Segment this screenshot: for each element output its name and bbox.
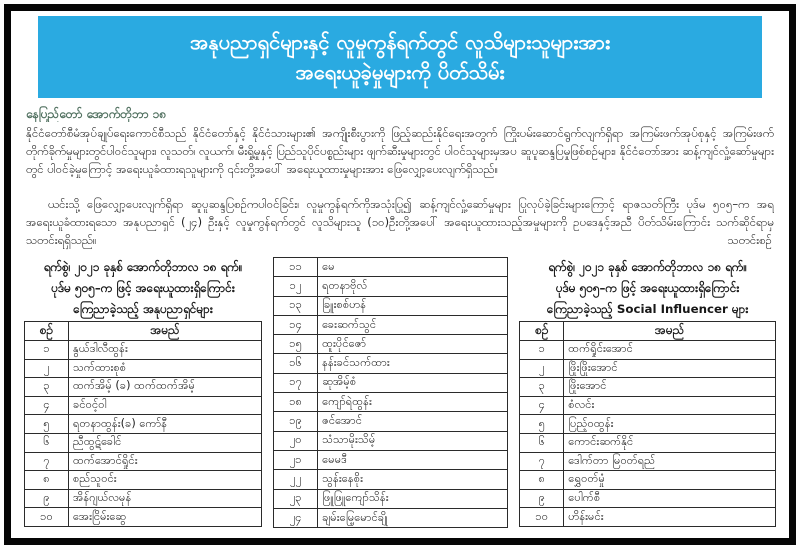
- table-row: [274, 450, 508, 469]
- caption-line: ပုဒ်မ ၅၀၅–က ဖြင့် အရေးယူထားရှိကြောင်း: [555, 281, 740, 295]
- row-name: ဇင်အောင်: [318, 412, 508, 431]
- artists-table-caption: [24, 257, 262, 321]
- table-row: [274, 508, 508, 527]
- table-row: [25, 378, 262, 397]
- table-row: [274, 431, 508, 450]
- row-name: ထက်ရှိုင်းအောင်: [564, 341, 776, 360]
- table-header-row: [520, 322, 776, 341]
- row-serial: ၁၇: [274, 373, 318, 392]
- artists-continued-column: [273, 257, 508, 528]
- caption-line: ရက်စွဲ၊ ၂၀၂၁ ခုနှစ် အောက်တိုဘာလ ၁၈ ရက်။: [548, 260, 748, 274]
- row-serial: ၂၃: [274, 489, 318, 508]
- row-name: ဖြူဖြူကျော်သိန်း: [318, 489, 508, 508]
- row-serial: ၆: [25, 433, 69, 452]
- table-row: [25, 359, 262, 378]
- artists-table: [24, 321, 262, 527]
- row-name: သံသာမိုးသိမ့်: [318, 431, 508, 450]
- row-name: နန်းခင်သက်ထား: [318, 354, 508, 373]
- row-serial: ၉: [25, 489, 69, 508]
- row-serial: ၂: [520, 359, 564, 378]
- table-row: [520, 508, 776, 527]
- row-name: ကောင်းဆက်နိုင်: [564, 433, 776, 452]
- influencers-table-caption: [519, 257, 776, 321]
- row-name: ချမ်းမြေ့မောင်ချို: [318, 508, 508, 527]
- row-name: ညီထွဋ်ခေါင်: [69, 433, 262, 452]
- row-name: ဖြိုးအောင်: [564, 378, 776, 397]
- table-row: [274, 315, 508, 334]
- byline: သတင်းစဉ်: [720, 233, 772, 250]
- row-serial: ၇: [25, 452, 69, 471]
- influencers-column: [519, 257, 776, 527]
- tables-section: [24, 257, 776, 528]
- headline-banner: [38, 16, 762, 98]
- influencers-table: [519, 321, 776, 527]
- row-serial: ၄: [25, 396, 69, 415]
- row-name: မေ: [318, 258, 508, 277]
- body-paragraph-2: ယင်းသို့ ဖြေလျှော့ပေးလျက်ရှိရာ ဆူပူဆန္ဒပြစဉ်ကပါဝင်ခြင်း၊ လူမှုကွန်ရက်ကိုအသုံးပြု၍ ဆန့်ကျင်လှုံ့ဆော်မှုများ ပြုလုပ်ခဲ့ခြင်းများကြောင့် ရာဇသတ်ကြီး ပုဒ်မ ၅၀၅–က အရ အရေးယူခံထားရသော အနုပညာရှင် (၂၄) ဦးနှင့် လူမှုကွန်ရက်တွင် လူသိများသူ (၁၀)ဦးတို့အပေါ် အရေးယူထားသည့်အမှုများကို ဥပဒေနှင့်အညီ ပိတ်သိမ်းကြောင်း သက်ဆိုင်ရာမှ သတင်းရရှိသည်။: [26, 197, 774, 247]
- row-name: ထူးပိုင်ဇော်: [318, 335, 508, 354]
- table-row: [520, 341, 776, 360]
- row-serial: ၆: [520, 433, 564, 452]
- row-serial: ၄: [520, 396, 564, 415]
- body-paragraph-1: နိုင်ငံတော်စီမံအုပ်ချုပ်ရေးကောင်စီသည် နိုင်ငံတော်နှင့် နိုင်ငံသားများ၏ အကျိုးစီးပွားကို ဖြည့်ဆည်းနိုင်ရေးအတွက် ကြိုးပမ်းဆောင်ရွက်လျက်ရှိရာ အကြမ်းဖက်အုပ်စုနှင့် အကြမ်းဖက်တိုက်ခိုက်မှုများတွင်ပါဝင်သူများ၊ လူသတ်၊ လူယက်၊ မီးရှို့မှုနှင့် ပြည်သူပိုင်ပစ္စည်းများ ဖျက်ဆီးမှုများတွင် ပါဝင်သူများမှအပ ဆူပူဆန္ဒပြမှုဖြစ်စဉ်များ၊ နိုင်ငံတော်အား ဆန့်ကျင်လှုံ့ဆော်မှုများတွင် ပါဝင်ခဲ့မှုကြောင့် အရေးယူခံထားရသူများကို ၎င်းတို့အပေါ် အရေးယူထားမှုများအား ဖြေလျှော့ပေးလျက်ရှိသည်။: [26, 126, 774, 176]
- table-row: [274, 412, 508, 431]
- row-serial: ၉: [520, 489, 564, 508]
- table-row: [274, 335, 508, 354]
- row-serial: ၁: [25, 341, 69, 360]
- row-serial: ၁၄: [274, 315, 318, 334]
- row-name: နွယ်ဒါလီထွန်း: [69, 341, 262, 360]
- row-name: ထက်အိမ့် (ခ) ထက်ထက်အိမ့်: [69, 378, 262, 397]
- row-serial: ၈: [520, 471, 564, 490]
- headline-line2: အရေးယူခဲ့မှုများကို ပိတ်သိမ်း: [295, 60, 505, 84]
- row-serial: ၂၂: [274, 470, 318, 489]
- table-row: [25, 415, 262, 434]
- caption-line: ရက်စွဲ၊ ၂၀၂၁ ခုနှစ် အောက်တိုဘာလ ၁၈ ရက်။: [43, 260, 243, 274]
- col-header-serial: စဉ်: [25, 322, 69, 341]
- table-row: [520, 489, 776, 508]
- row-serial: ၁: [520, 341, 564, 360]
- table-row: [25, 471, 262, 490]
- document-frame: [4, 4, 796, 545]
- table-row: [25, 508, 262, 527]
- table-row: [520, 415, 776, 434]
- table-row: [520, 396, 776, 415]
- table-row: [274, 354, 508, 373]
- row-name: ရွှေဝတ်မှုံ: [564, 471, 776, 490]
- row-serial: ၇: [520, 452, 564, 471]
- table-row: [274, 258, 508, 277]
- table-row: [25, 452, 262, 471]
- col-header-serial: စဉ်: [520, 322, 564, 341]
- row-name: ပေါက်စီ: [564, 489, 776, 508]
- caption-line: ပုဒ်မ ၅၀၅–က ဖြင့် အရေးယူထားရှိကြောင်း: [51, 281, 235, 295]
- table-row: [274, 393, 508, 412]
- row-name: ရတနာထွန်း(ခ) ကော်နီ: [69, 415, 262, 434]
- row-name: ကျော်ရဲထွန်း: [318, 393, 508, 412]
- body-paragraph-2-wrap: [26, 196, 774, 251]
- row-serial: ၈: [25, 471, 69, 490]
- row-name: ထက်အောင်ရှိုင်း: [69, 452, 262, 471]
- table-row: [520, 378, 776, 397]
- row-serial: ၁၁: [274, 258, 318, 277]
- row-name: ဟိန်းမင်း: [564, 508, 776, 527]
- caption-line: ကြေညာခဲ့သည့် အနုပညာရှင်များ: [73, 302, 213, 316]
- table-row: [274, 489, 508, 508]
- row-name: သွန်းနေစိုး: [318, 470, 508, 489]
- row-serial: ၁၉: [274, 412, 318, 431]
- row-serial: ၁၆: [274, 354, 318, 373]
- col-header-name: အမည်: [564, 322, 776, 341]
- row-name: ခေးဆက်သွင်: [318, 315, 508, 334]
- row-name: စံလင်း: [564, 396, 776, 415]
- row-serial: ၂: [25, 359, 69, 378]
- row-name: သက်ထားစုစံ: [69, 359, 262, 378]
- row-name: ဖြိုးဖြိုးအောင်: [564, 359, 776, 378]
- row-serial: ၁၀: [520, 508, 564, 527]
- row-serial: ၁၈: [274, 393, 318, 412]
- row-name: အေးငြိမ်းဆွေ: [69, 508, 262, 527]
- table-row: [274, 277, 508, 296]
- row-serial: ၃: [25, 378, 69, 397]
- row-name: ဒေါက်တာ မြဝတ်ရည်: [564, 452, 776, 471]
- caption-line: ကြေညာခဲ့သည့် Social Influencer များ: [546, 302, 749, 316]
- table-row: [25, 396, 262, 415]
- row-serial: ၅: [520, 415, 564, 434]
- row-serial: ၂၁: [274, 450, 318, 469]
- row-serial: ၁၅: [274, 335, 318, 354]
- table-row: [25, 433, 262, 452]
- row-serial: ၁၂: [274, 277, 318, 296]
- row-serial: ၅: [25, 415, 69, 434]
- table-row: [274, 296, 508, 315]
- row-serial: ၂၀: [274, 431, 318, 450]
- row-name: ပြည့်ဝထွန်း: [564, 415, 776, 434]
- table-row: [520, 471, 776, 490]
- row-name: အိန်ဂျယ်လမုန်: [69, 489, 262, 508]
- row-serial: ၁၃: [274, 296, 318, 315]
- table-row: [520, 359, 776, 378]
- table-row: [520, 433, 776, 452]
- artists-table-continued: [273, 257, 508, 528]
- dateline: နေပြည်တော် အောက်တိုဘာ ၁၈: [26, 107, 167, 121]
- table-row: [520, 452, 776, 471]
- table-row: [25, 341, 262, 360]
- row-serial: ၃: [520, 378, 564, 397]
- row-name: စည်သူဝင်း: [69, 471, 262, 490]
- row-serial: ၂၄: [274, 508, 318, 527]
- table-row: [25, 489, 262, 508]
- headline-line1: အနုပညာရှင်များနှင့် လူမှုကွန်ရက်တွင် လူသိများသူများအား: [189, 30, 611, 54]
- row-name: မေမဒီ: [318, 450, 508, 469]
- table-row: [274, 470, 508, 489]
- table-header-row: [25, 322, 262, 341]
- row-name: ခင်ဝင့်ဝါ: [69, 396, 262, 415]
- row-name: ခြူးစစ်ဟန်: [318, 296, 508, 315]
- artists-column: [24, 257, 262, 527]
- row-name: ဆုအိမ့်စံ: [318, 373, 508, 392]
- table-row: [274, 373, 508, 392]
- row-name: ရတနာဗိုလ်: [318, 277, 508, 296]
- col-header-name: အမည်: [69, 322, 262, 341]
- row-serial: ၁၀: [25, 508, 69, 527]
